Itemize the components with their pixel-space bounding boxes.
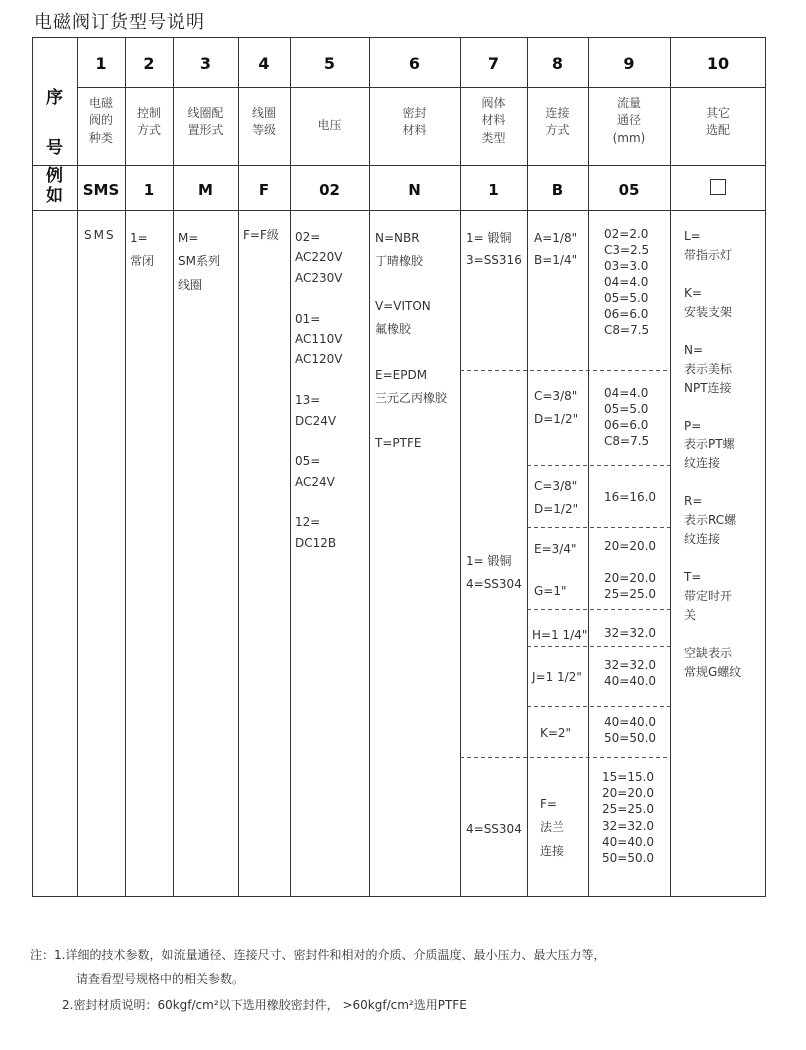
column-label-8: 连接 方式 [545, 106, 570, 138]
body-material-group-3: 4=SS304 [466, 822, 522, 836]
column-label-2: 控制 方式 [136, 106, 161, 138]
connection-group-5: G=1" [534, 584, 567, 598]
connection-group-1: A=1/8" B=1/4" [534, 231, 578, 268]
flow-diameter-group-4: 20=20.0 [604, 539, 657, 553]
example-value-5: 02 [319, 181, 340, 199]
column-number-10: 10 [706, 54, 730, 73]
flow-diameter-group-3: 16=16.0 [604, 490, 657, 504]
example-label-char-1: 例 [46, 166, 63, 186]
column-number-2: 2 [143, 54, 155, 73]
connection-group-3: C=3/8" D=1/2" [534, 479, 579, 516]
column-number-7: 7 [487, 54, 500, 73]
column-label-3: 线圈配 置形式 [187, 106, 224, 138]
column-number-3: 3 [199, 54, 212, 73]
order-spec-table [32, 37, 766, 897]
column-number-5: 5 [323, 54, 336, 73]
example-value-7: 1 [488, 181, 499, 199]
table-grid [32, 37, 766, 897]
connection-group-4: E=3/4" [534, 542, 577, 556]
example-value-6: N [408, 181, 421, 199]
column-number-8: 8 [551, 54, 564, 73]
flow-diameter-group-1: 02=2.0 C3=2.5 03=3.0 04=4.0 05=5.0 06=6.0 C8=7.5 [604, 227, 650, 337]
column-label-4: 线圈 等级 [251, 106, 276, 138]
column-label-7: 阀体 材料 类型 [481, 96, 506, 145]
note-line-3: 2.密封材质说明：60kgf/cm²以下选用橡胶密封件， >60kgf/cm²选用PTFE [62, 998, 467, 1012]
column-label-1: 电磁 阀的 种类 [88, 96, 113, 145]
serial-label-char-1: 序 [46, 88, 63, 108]
other-options: L= 带指示灯 K= 安装支架 N= 表示美标 NPT连接 P= 表示PT螺 纹连接 R= 表示RC螺 纹连接 T= 带定时开 关 空缺表示 常规G螺纹 [684, 229, 742, 679]
example-value-1: SMS [82, 181, 120, 199]
connection-group-2: C=3/8" D=1/2" [534, 389, 579, 426]
example-label-char-2: 如 [46, 186, 63, 206]
column-number-6: 6 [408, 54, 421, 73]
column-number-1: 1 [95, 54, 107, 73]
coil-grade-options: F=F级 [243, 228, 279, 242]
example-value-2: 1 [143, 181, 155, 199]
column-label-9: 流量 通径 (mm) [612, 96, 646, 145]
checkbox-icon [710, 179, 726, 195]
seal-material-options: N=NBR 丁晴橡胶 V=VITON 氟橡胶 E=EPDM 三元乙丙橡胶 T=PTFE [375, 231, 448, 451]
connection-group-8: K=2" [540, 726, 572, 740]
connection-group-9: F= 法兰 连接 [540, 797, 565, 858]
flow-diameter-group-8: 40=40.0 50=50.0 [604, 715, 657, 745]
flow-diameter-group-6: 32=32.0 [604, 626, 657, 640]
flow-diameter-group-9: 15=15.0 20=20.0 25=25.0 32=32.0 40=40.0 50=50.0 [602, 770, 655, 865]
coil-config-options: M= SM系列 线圈 [178, 231, 220, 292]
body-material-group-2: 1= 锻铜 4=SS304 [466, 554, 522, 591]
note-line-2: 请查看型号规格中的相关参数。 [76, 972, 245, 986]
flow-diameter-group-7: 32=32.0 40=40.0 [604, 658, 657, 688]
connection-group-7: J=1 1/2" [532, 670, 582, 684]
column-label-5: 电压 [317, 118, 342, 132]
valve-type-options: SMS [84, 228, 116, 242]
control-mode-options: 1= 常闭 [130, 231, 155, 269]
note-line-1: 注：1.详细的技术参数，如流量通径、连接尺寸、密封件和相对的介质、介质温度、最小压力、最大压力等， [30, 948, 606, 962]
body-material-group-1: 1= 锻铜 3=SS316 [466, 231, 522, 268]
flow-diameter-group-2: 04=4.0 05=5.0 06=6.0 C8=7.5 [604, 386, 650, 448]
serial-label-char-2: 号 [46, 138, 63, 158]
voltage-options: 02= AC220V AC230V 01= AC110V AC120V 13= DC24V 05= AC24V 12= DC12B [295, 230, 343, 550]
column-label-6: 密封 材料 [402, 106, 427, 138]
example-value-8: B [551, 181, 564, 199]
page-title: 电磁阀订货型号说明 [34, 12, 205, 33]
flow-diameter-group-5: 20=20.0 25=25.0 [604, 571, 657, 601]
column-label-10: 其它 选配 [705, 106, 730, 138]
connection-group-6: H=1 1/4" [532, 628, 588, 642]
example-value-9: 05 [618, 181, 640, 199]
example-value-3: M [198, 181, 213, 199]
column-number-9: 9 [623, 54, 635, 73]
example-value-4: F [258, 181, 270, 199]
column-number-4: 4 [258, 54, 270, 73]
